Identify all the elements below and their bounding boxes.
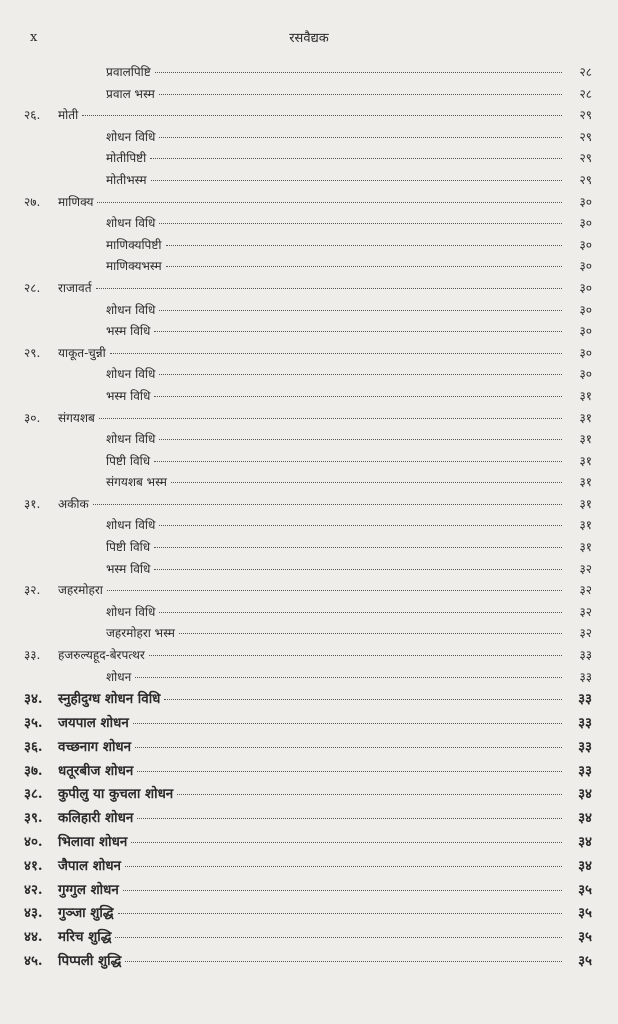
- toc-entry-page: ३२: [579, 561, 592, 576]
- toc-entry-title: शोधन विधि: [106, 604, 156, 619]
- toc-entry-label: [24, 495, 89, 512]
- dot-leader: [154, 461, 562, 462]
- dot-leader: [137, 818, 562, 819]
- toc-entry-title: याकूत-चुन्नी: [58, 345, 106, 360]
- toc-entry-title: प्रवालपिष्टि: [106, 65, 151, 79]
- toc-entry-page: ३१: [579, 410, 592, 425]
- dot-leader: [159, 439, 562, 440]
- dot-leader: [154, 569, 562, 570]
- toc-entry: [24, 149, 592, 171]
- dot-leader: [159, 374, 562, 375]
- dot-leader: [123, 890, 562, 891]
- toc-entry-label: [24, 689, 160, 707]
- toc-entry-number: ३६.: [24, 738, 43, 755]
- toc-entry-number: २७.: [24, 194, 41, 209]
- dot-leader: [154, 396, 562, 397]
- toc-entry-title: पिष्टी विधि: [106, 540, 151, 555]
- toc-entry-label: [24, 856, 121, 874]
- toc-entry: [24, 365, 592, 387]
- dot-leader: [159, 137, 562, 138]
- dot-leader: [107, 590, 562, 591]
- toc-entry-number: २९.: [24, 345, 41, 360]
- toc-entry: [24, 236, 592, 258]
- toc-entry-label: [24, 737, 131, 755]
- toc-entry-label: [24, 951, 121, 969]
- toc-entry-page: ३५: [578, 905, 592, 922]
- toc-entry-number: ३४.: [24, 691, 43, 708]
- dot-leader: [135, 677, 562, 678]
- toc-entry-title: कलिहारी शोधन: [58, 810, 134, 827]
- toc-entry: [24, 516, 592, 538]
- toc-entry-page: ३२: [579, 604, 592, 619]
- toc-entry-page: ३२: [579, 626, 592, 641]
- toc-entry-label: [24, 236, 162, 253]
- dot-leader: [179, 633, 562, 634]
- toc-entry-title: जैपाल शोधन: [58, 857, 121, 874]
- toc-entry-title: भस्म विधि: [106, 324, 151, 339]
- toc-entry-title: भस्म विधि: [106, 561, 151, 576]
- dot-leader: [150, 158, 562, 159]
- dot-leader: [154, 331, 562, 332]
- dot-leader: [82, 115, 562, 116]
- toc-entry-title: माणिक्यपिष्टी: [106, 237, 162, 252]
- toc-entry-page: ३०: [579, 259, 592, 274]
- toc-entry-label: [24, 63, 151, 80]
- toc-entry-label: [24, 430, 155, 447]
- toc-entry-page: २९: [579, 129, 592, 144]
- toc-entry-title: मोती: [58, 108, 79, 123]
- toc-entry-page: ३१: [579, 518, 592, 533]
- toc-entry: [24, 409, 592, 431]
- dot-leader: [154, 547, 562, 548]
- toc-entry-page: २९: [579, 172, 592, 187]
- dot-leader: [97, 202, 562, 203]
- toc-entry-number: ३३.: [24, 648, 41, 663]
- toc-entry-page: ३३: [578, 691, 592, 708]
- toc-entry: [24, 473, 592, 495]
- toc-entry: [24, 193, 592, 215]
- toc-entry-label: [24, 624, 175, 641]
- dot-leader: [135, 747, 562, 748]
- toc-entry-label: [24, 784, 173, 802]
- toc-entry-number: ३९.: [24, 810, 43, 827]
- dot-leader: [99, 418, 562, 419]
- toc-entry-label: [24, 387, 150, 404]
- toc-entry-title: धतूरबीज शोधन: [58, 762, 134, 779]
- toc-entry: [24, 495, 592, 517]
- dot-leader: [159, 223, 562, 224]
- toc-entry-title: गुञ्जा शुद्धि: [58, 905, 114, 922]
- toc-entry: [24, 344, 592, 366]
- toc-entry-number: २८.: [24, 280, 41, 295]
- toc-entry-page: ३०: [579, 216, 592, 231]
- toc-entry-title: भस्म विधि: [106, 388, 151, 403]
- toc-entry-label: [24, 409, 95, 426]
- toc-entry: [24, 713, 592, 737]
- toc-entry-title: संगयशब भस्म: [106, 475, 167, 490]
- toc-entry-label: [24, 193, 93, 210]
- toc-entry-number: ३५.: [24, 715, 43, 732]
- toc-entry-label: [24, 603, 155, 620]
- toc-entry-label: [24, 171, 147, 188]
- dot-leader: [118, 913, 562, 914]
- toc-entry: [24, 624, 592, 646]
- page-number: x: [30, 30, 38, 45]
- toc-entry-label: [24, 452, 150, 469]
- dot-leader: [166, 245, 563, 246]
- toc-entry-page: ३४: [578, 857, 592, 874]
- toc-entry-label: [24, 832, 127, 850]
- toc-entry-page: ३३: [578, 715, 592, 732]
- toc-entry-number: ३१.: [24, 496, 41, 511]
- dot-leader: [96, 288, 562, 289]
- toc-entry: [24, 560, 592, 582]
- toc-entry-label: [24, 808, 133, 826]
- dot-leader: [125, 866, 562, 867]
- toc-entry-title: शोधन विधि: [106, 216, 156, 231]
- toc-entry: [24, 784, 592, 808]
- toc-entry: [24, 430, 592, 452]
- toc-entry-page: ३४: [578, 810, 592, 827]
- toc-entry-label: [24, 761, 133, 779]
- dot-leader: [171, 482, 562, 483]
- toc-entry-label: [24, 473, 167, 490]
- toc-entry-title: हजरुल्यहूद-बेरपत्थर: [58, 648, 145, 663]
- toc-entry-page: ३०: [579, 324, 592, 339]
- toc-entry: [24, 808, 592, 832]
- toc-entry-title: शोधन विधि: [106, 129, 156, 144]
- toc-entry: [24, 951, 592, 975]
- toc-entry-label: [24, 927, 111, 945]
- toc-entry: [24, 903, 592, 927]
- toc-entry-number: ४४.: [24, 929, 43, 946]
- toc-entry-title: गुग्गुल शोधन: [58, 881, 119, 898]
- toc-entry-label: [24, 880, 119, 898]
- toc-entry-page: ३१: [579, 496, 592, 511]
- toc-entry-label: [24, 106, 78, 123]
- toc-entry-number: ४२.: [24, 881, 43, 898]
- toc-entry-page: ३४: [578, 834, 592, 850]
- toc-entry-title: संगयशब: [58, 410, 95, 425]
- toc-entry-title: स्नुहीदुग्ध शोधन विधि: [58, 691, 161, 708]
- toc-entry-title: माणिक्यभस्म: [106, 259, 162, 274]
- toc-entry-label: [24, 646, 145, 663]
- toc-entry-page: ३१: [579, 540, 592, 555]
- dot-leader: [159, 310, 562, 311]
- dot-leader: [125, 961, 562, 962]
- toc-entry-number: ४५.: [24, 952, 43, 969]
- toc-entry-number: ४३.: [24, 905, 43, 922]
- toc-entry-number: ३७.: [24, 762, 43, 779]
- toc-entry: [24, 452, 592, 474]
- dot-leader: [133, 723, 562, 724]
- toc-entry-label: [24, 301, 155, 318]
- toc-entry-label: [24, 365, 155, 382]
- toc-entry-label: [24, 85, 155, 102]
- toc-entry-title: जहरमोहरा: [58, 583, 103, 598]
- toc-entry-number: ३८.: [24, 786, 43, 803]
- toc-entry-title: शोधन विधि: [106, 432, 156, 447]
- toc-entry-label: [24, 322, 150, 339]
- toc-entry-page: ३३: [579, 648, 592, 663]
- dot-leader: [159, 525, 562, 526]
- toc-entry-page: २८: [579, 65, 592, 79]
- dot-leader: [115, 937, 562, 938]
- toc-entry: [24, 214, 592, 236]
- toc-entry-page: ३०: [579, 237, 592, 252]
- table-of-contents: [24, 63, 592, 975]
- toc-entry-title: शोधन विधि: [106, 518, 156, 533]
- toc-entry-label: [24, 581, 103, 598]
- toc-entry-title: पिष्टी विधि: [106, 453, 151, 468]
- toc-entry-page: ३०: [579, 367, 592, 382]
- toc-entry-label: [24, 128, 155, 145]
- dot-leader: [137, 771, 562, 772]
- dot-leader: [110, 353, 562, 354]
- toc-entry-title: जयपाल शोधन: [58, 715, 129, 732]
- toc-entry-page: २९: [579, 151, 592, 166]
- toc-entry-title: अकीक: [58, 496, 89, 511]
- toc-entry: [24, 538, 592, 560]
- toc-entry-title: वच्छनाग शोधन: [58, 738, 132, 755]
- toc-entry: [24, 856, 592, 880]
- toc-entry-title: माणिक्य: [58, 194, 94, 209]
- toc-entry-label: [24, 560, 150, 577]
- toc-entry-label: [24, 538, 150, 555]
- toc-entry-title: शोधन: [106, 669, 132, 684]
- toc-entry: [24, 106, 592, 128]
- dot-leader: [149, 655, 562, 656]
- toc-entry-title: शोधन विधि: [106, 367, 156, 382]
- toc-entry-page: ३५: [578, 881, 592, 898]
- toc-entry-title: पिप्पली शुद्धि: [58, 952, 122, 969]
- dot-leader: [177, 794, 562, 795]
- toc-entry-label: [24, 149, 146, 166]
- toc-entry-page: ३२: [579, 583, 592, 598]
- toc-entry-number: ३२.: [24, 583, 41, 598]
- toc-entry-number: ३०.: [24, 410, 41, 425]
- toc-entry-page: ३१: [579, 388, 592, 403]
- toc-entry: [24, 668, 592, 690]
- toc-entry-page: ३०: [579, 280, 592, 295]
- toc-entry-title: मरिच शुद्धि: [58, 929, 112, 946]
- dot-leader: [131, 842, 562, 843]
- toc-entry-page: ३०: [579, 194, 592, 209]
- toc-entry: [24, 387, 592, 409]
- toc-entry-title: भिलावा शोधन: [58, 834, 128, 850]
- toc-entry-page: ३०: [579, 345, 592, 360]
- toc-entry-page: ३१: [579, 432, 592, 447]
- toc-entry-title: मोतीभस्म: [106, 172, 147, 187]
- toc-entry-label: [24, 516, 155, 533]
- toc-entry: [24, 128, 592, 150]
- toc-entry-label: [24, 903, 114, 921]
- toc-entry: [24, 927, 592, 951]
- toc-entry: [24, 737, 592, 761]
- toc-entry: [24, 171, 592, 193]
- toc-entry-page: ३१: [579, 453, 592, 468]
- toc-entry-page: ३३: [579, 669, 592, 684]
- toc-entry: [24, 257, 592, 279]
- toc-entry-page: ३३: [578, 762, 592, 779]
- toc-entry-label: [24, 214, 155, 231]
- toc-entry-label: [24, 344, 106, 361]
- toc-entry: [24, 581, 592, 603]
- toc-entry-number: २६.: [24, 108, 41, 123]
- toc-entry: [24, 761, 592, 785]
- toc-entry: [24, 301, 592, 323]
- toc-entry-title: कुपीलु या कुचला शोधन: [58, 786, 174, 803]
- toc-entry: [24, 63, 592, 85]
- toc-entry-page: ३३: [578, 738, 592, 755]
- toc-entry: [24, 603, 592, 625]
- toc-entry: [24, 279, 592, 301]
- toc-entry-page: २८: [579, 86, 592, 101]
- toc-entry: [24, 832, 592, 856]
- toc-entry: [24, 322, 592, 344]
- page-title: रसवैद्यक: [289, 31, 329, 46]
- toc-entry: [24, 880, 592, 904]
- toc-entry: [24, 646, 592, 668]
- toc-entry-title: जहरमोहरा भस्म: [106, 626, 175, 641]
- toc-entry-title: राजावर्त: [58, 280, 92, 295]
- toc-entry-title: शोधन विधि: [106, 302, 156, 317]
- dot-leader: [164, 699, 562, 700]
- toc-entry-title: प्रवाल भस्म: [106, 86, 155, 101]
- dot-leader: [93, 504, 562, 505]
- dot-leader: [151, 180, 562, 181]
- toc-entry: [24, 85, 592, 107]
- toc-entry-page: ३५: [578, 929, 592, 946]
- toc-entry-number: ४१.: [24, 857, 43, 874]
- toc-entry-page: २९: [579, 108, 592, 123]
- toc-entry-label: [24, 713, 129, 731]
- toc-entry-page: ३०: [579, 302, 592, 317]
- dot-leader: [155, 72, 562, 73]
- toc-entry-title: मोतीपिष्टी: [106, 151, 147, 166]
- toc-entry-number: ४०.: [24, 834, 43, 850]
- toc-entry-label: [24, 279, 92, 296]
- toc-entry-page: ३४: [578, 786, 592, 803]
- toc-entry-label: [24, 668, 131, 685]
- dot-leader: [159, 612, 562, 613]
- toc-entry-page: ३५: [578, 952, 592, 969]
- toc-entry-label: [24, 257, 162, 274]
- toc-entry: [24, 689, 592, 713]
- dot-leader: [166, 266, 562, 267]
- dot-leader: [159, 94, 562, 95]
- toc-entry-page: ३१: [579, 475, 592, 490]
